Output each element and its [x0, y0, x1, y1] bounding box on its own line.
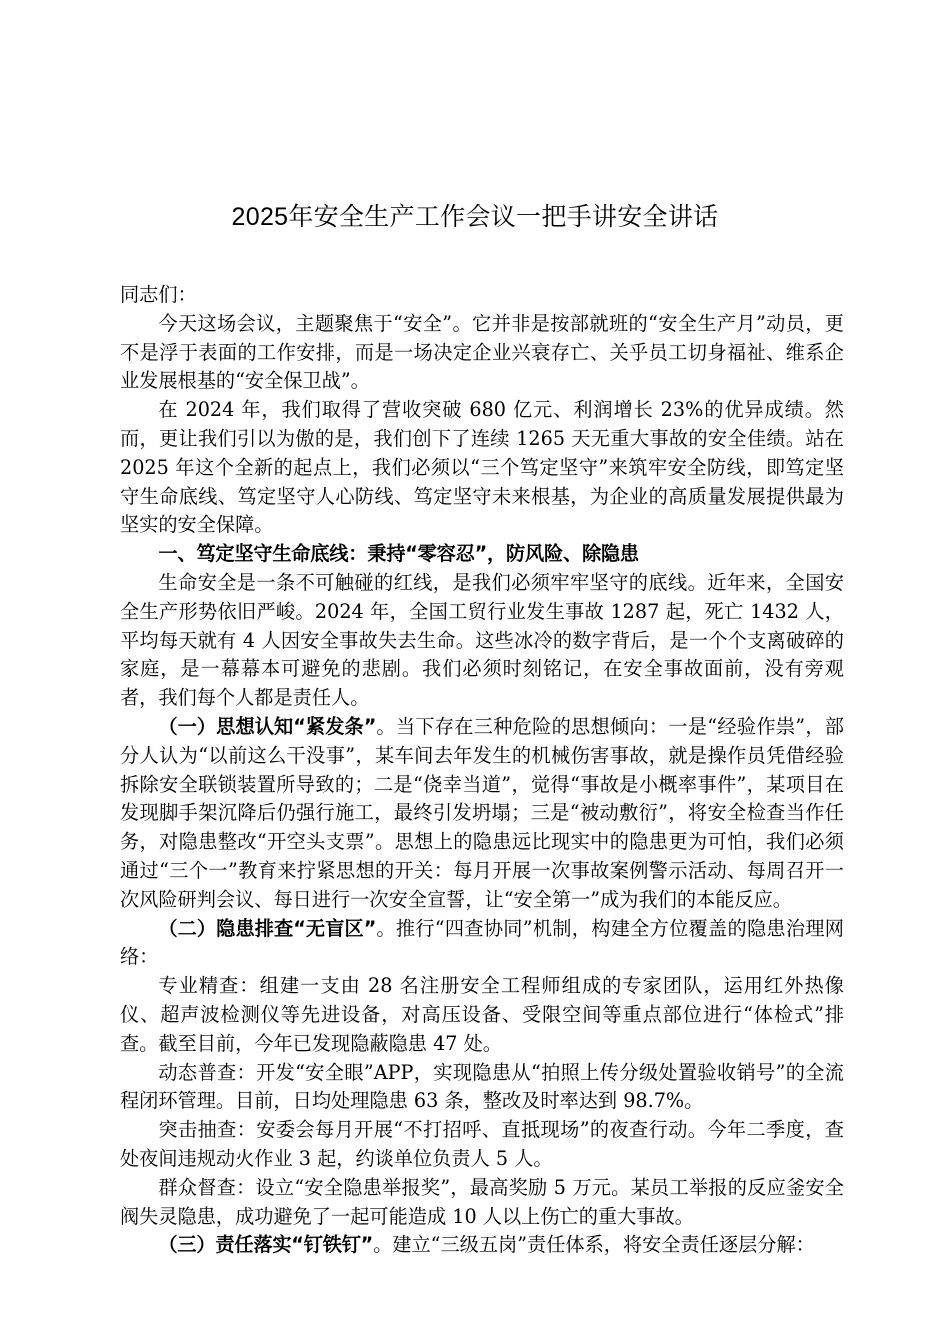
paragraph-item-1 [120, 972, 844, 1058]
paragraph-text-sub-1-2: 。推行“四查协同”机制，构建全方位覆盖的隐患治理网络： [120, 916, 844, 969]
paragraph-item-2 [120, 1059, 844, 1117]
paragraph-heading-sub-1-1: （一）思想认知“紧发条” [158, 714, 377, 738]
paragraph-text-item-1: 专业精查：组建一支由 28 名注册安全工程师组成的专家团队，运用红外热像仪、超声波检测仪等先进设备，对高压设备、受限空间等重点部位进行“体检式”排查。截至目前，今年已发现隐蔽隐患 47 处。 [120, 974, 844, 1055]
paragraph-opening-1 [120, 310, 844, 396]
paragraph-text-opening-2: 在 2024 年，我们取得了营收突破 680 亿元、利润增长 23%的优异成绩。然而，更让我们引以为傲的是，我们创下了连续 1265 天无重大事故的安全佳绩。站在 2025 年这个全新的起点上，我们必须以“三个笃定坚守”来筑牢安全防线，即笃定坚守生命底线、笃定坚守人心防线、笃定坚守未来根基，为企业的高质量发展提供最为坚实的安全保障。 [120, 398, 844, 537]
document-body [120, 281, 844, 1260]
paragraph-sub-1-1 [120, 713, 844, 915]
paragraph-text-item-2: 动态普查：开发“安全眼”APP，实现隐患从“拍照上传分级处置验收销号”的全流程闭环管理。目前，日均处理隐患 63 条，整改及时率达到 98.7%。 [120, 1060, 844, 1113]
paragraph-opening-2 [120, 396, 844, 540]
paragraph-text-sub-1-1: 。当下存在三种危险的思想倾向：一是“经验作祟”，部分人认为“以前这么干没事”，某车间去年发生的机械伤害事故，就是操作员凭借经验拆除安全联锁装置所导致的；二是“侥幸当道”，觉得“事故是小概率事件”，某项目在发现脚手架沉降后仍强行施工，最终引发坍塌；三是“被动敷衍”，将安全检查当作任务，对隐患整改“开空头支票”。思想上的隐患远比现实中的隐患更为可怕，我们必须通过“三个一”教育来拧紧思想的开关：每月开展一次事故案例警示活动、每周召开一次风险研判会议、每日进行一次安全宣誓，让“安全第一”成为我们的本能反应。 [120, 714, 844, 911]
paragraph-text-item-4: 群众督查：设立“安全隐患举报奖”，最高奖励 5 万元。某员工举报的反应釜安全阀失灵隐患，成功避免了一起可能造成 10 人以上伤亡的重大事故。 [120, 1175, 844, 1228]
paragraph-text-salutation: 同志们： [120, 283, 197, 306]
paragraph-heading-section-1-heading: 一、笃定坚守生命底线：秉持“零容忍”，防风险、除隐患 [158, 542, 639, 566]
paragraph-section-1-heading [120, 540, 844, 569]
paragraph-item-3 [120, 1116, 844, 1174]
paragraph-text-opening-1: 今天这场会议，主题聚焦于“安全”。它并非是按部就班的“安全生产月”动员，更不是浮于表面的工作安排，而是一场决定企业兴衰存亡、关乎员工切身福祉、维系企业发展根基的“安全保卫战”。 [120, 311, 844, 393]
page-title: 2025年安全生产工作会议一把手讲安全讲话 [231, 202, 719, 231]
paragraph-text-item-3: 突击抽查：安委会每月开展“不打招呼、直抵现场”的夜查行动。今年二季度，查处夜间违规动火作业 3 起，约谈单位负责人 5 人。 [120, 1118, 844, 1170]
paragraph-sub-1-2 [120, 915, 844, 973]
paragraph-text-section-1-body: 生命安全是一条不可触碰的红线，是我们必须牢牢坚守的底线。近年来，全国安全生产形势依旧严峻。2024 年，全国工贸行业发生事故 1287 起，死亡 1432 人，平均每天就有 4 人因安全事故失去生命。这些冰冷的数字背后，是一个个支离破碎的家庭，是一幕幕本可避免的悲剧。我们必须时刻铭记，在安全事故面前，没有旁观者，我们每个人都是责任人。 [120, 570, 844, 710]
paragraph-text-sub-1-3: 。建立“三级五岗”责任体系，将安全责任逐层分解： [373, 1233, 815, 1257]
paragraph-heading-sub-1-3: （三）责任落实“钉铁钉” [158, 1233, 374, 1257]
paragraph-item-4 [120, 1174, 844, 1232]
paragraph-salutation [120, 281, 844, 310]
paragraph-heading-sub-1-2: （二）隐患排查“无盲区” [158, 916, 377, 940]
paragraph-sub-1-3 [120, 1231, 844, 1260]
paragraph-section-1-body [120, 569, 844, 713]
